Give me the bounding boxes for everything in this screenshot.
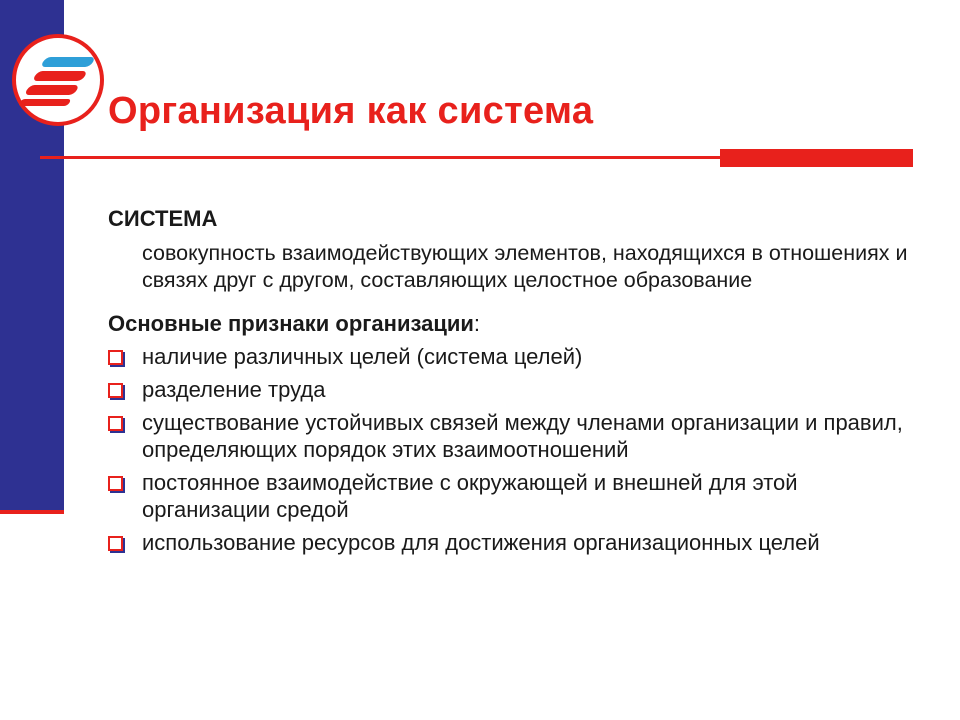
square-bullet-icon: [108, 416, 123, 431]
books-logo-icon: [10, 32, 106, 128]
slide-title: Организация как система: [108, 90, 594, 132]
title-underline-block: [720, 149, 913, 167]
slide-content: [108, 205, 908, 562]
features-heading-colon: :: [473, 311, 481, 336]
list-item: [108, 343, 908, 370]
square-bullet-icon: [108, 476, 123, 491]
definition: совокупность взаимодействующих элементов, находящихся в отношениях и связях друг с другом, составляющих целостное образование: [142, 241, 908, 292]
features-heading-text: Основные признаки организации: [108, 311, 474, 336]
features-heading: [108, 310, 908, 337]
list-item: [108, 409, 908, 463]
list-item: [108, 469, 908, 523]
list-item-text: наличие различных целей (система целей): [142, 344, 583, 369]
features-list: [108, 343, 908, 556]
title-underline: [40, 156, 720, 159]
square-bullet-icon: [108, 350, 123, 365]
term: СИСТЕМА: [108, 206, 218, 231]
list-item-text: существование устойчивых связей между членами организации и правил, определяющих порядок этих взаимоотношений: [142, 410, 903, 462]
square-bullet-icon: [108, 383, 123, 398]
list-item-text: постоянное взаимодействие с окружающей и внешней для этой организации средой: [142, 470, 798, 522]
side-bar-accent: [0, 510, 64, 514]
square-bullet-icon: [108, 536, 123, 551]
list-item: [108, 376, 908, 403]
list-item-text: использование ресурсов для достижения организационных целей: [142, 530, 820, 555]
list-item-text: разделение труда: [142, 377, 326, 402]
list-item: [108, 529, 908, 556]
